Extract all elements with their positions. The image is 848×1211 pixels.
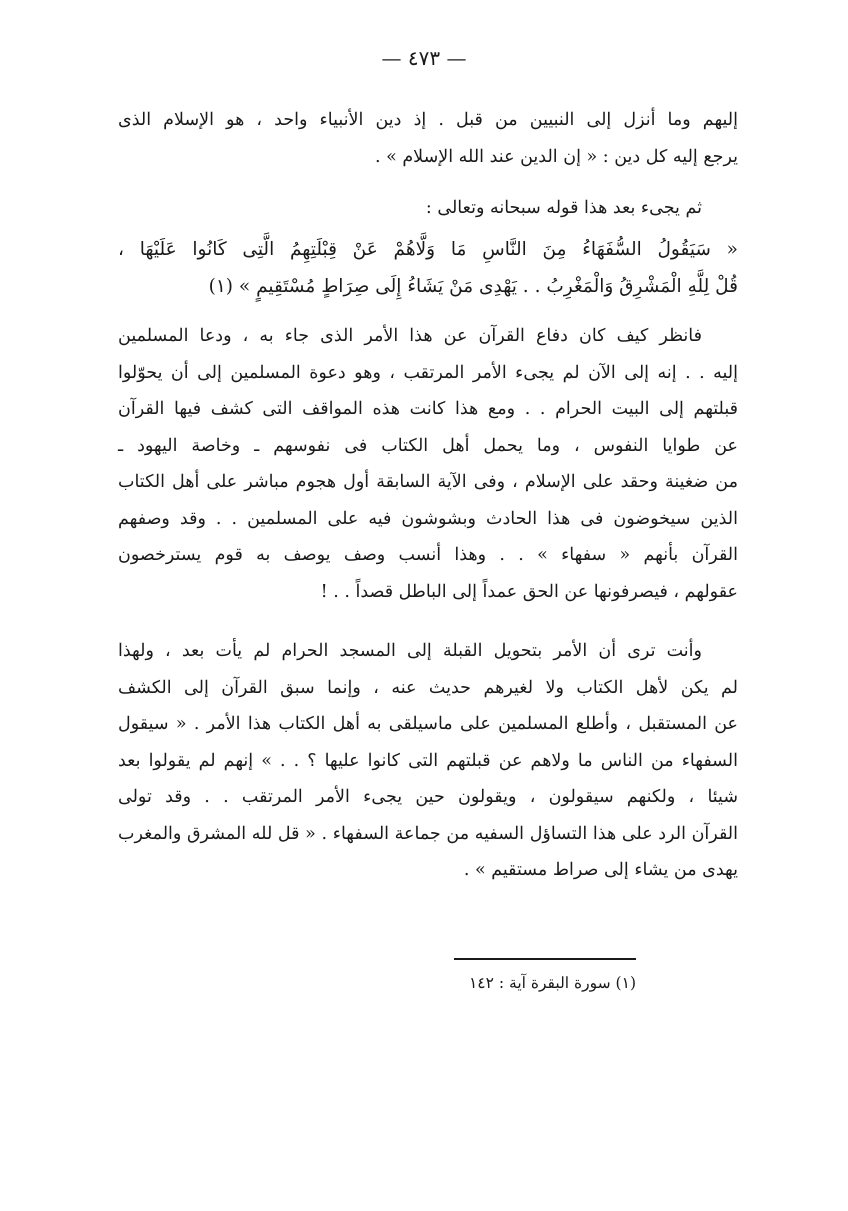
text-line: من ضغينة وحقد على الإسلام ، وفى الآية السابقة أول هجوم مباشر على أهل الكتاب xyxy=(118,472,738,492)
text-line: الذين سيخوضون فى هذا الحادث وبشوشون فيه على المسلمين . . وقد وصفهم xyxy=(118,508,738,529)
text-line: السفهاء من الناس ما ولاهم عن قبلتهم التى كانوا عليها ؟ . . » إنهم لم يقولوا بعد xyxy=(118,750,738,771)
footnote: (١) سورة البقرة آية : ١٤٢ xyxy=(468,974,636,992)
verse-intro xyxy=(118,190,738,227)
text-line: عقولهم ، فيصرفونها عن الحق عمداً إلى الباطل قصداً . . ! xyxy=(320,581,738,602)
paragraph-defense xyxy=(118,318,738,610)
text-line: وأنت ترى أن الأمر بتحويل القبلة إلى المسجد الحرام لم يأت بعد ، ولهذا xyxy=(118,641,702,661)
text-line: إليه . . إنه إلى الآن لم يجىء الأمر المرتقب ، وهو دعوة المسلمين إلى أن يحوّلوا xyxy=(118,362,738,383)
text-line: يرجع إليه كل دين : « إن الدين عند الله الإسلام » . xyxy=(374,146,738,167)
text-line: يهدى من يشاء إلى صراط مستقيم » . xyxy=(463,860,738,880)
paragraph-qibla xyxy=(118,633,738,889)
verse-line: قُلْ لِلَّهِ الْمَشْرِقُ وَالْمَغْرِبُ . . يَهْدِى مَنْ يَشَاءُ إِلَى صِرَاطٍ مُسْتَقِيمٍ » (١) xyxy=(208,275,738,297)
text-line: إليهم وما أنزل إلى النبيين من قبل . إذ دين الأنبياء واحد ، هو الإسلام الذى xyxy=(118,110,738,130)
text-line: شيئا ، ولكنهم سيقولون ، ويقولون حين يجىء الأمر المرتقب . . وقد تولى xyxy=(118,787,738,807)
verse-line: « سَيَقُولُ السُّفَهَاءُ مِنَ النَّاسِ مَا وَلَّاهُمْ عَنْ قِبْلَتِهِمُ الَّتِى كَانُوا عَلَيْهَا ، xyxy=(118,239,738,260)
text-line: قبلتهم إلى البيت الحرام . . ومع هذا كانت هذه المواقف التى كشف فيها القرآن xyxy=(118,399,738,419)
text-line: القرآن الرد على هذا التساؤل السفيه من جماعة السفهاء . « قل لله المشرق والمغرب xyxy=(118,823,738,844)
text-line: عن طوايا النفوس ، وما يحمل أهل الكتاب فى نفوسهم ـ وخاصة اليهود ـ xyxy=(118,435,738,456)
text-line: فانظر كيف كان دفاع القرآن عن هذا الأمر الذى جاء به ، ودعا المسلمين xyxy=(118,326,702,346)
text-line: لم يكن لأهل الكتاب ولا لغيرهم حديث عنه ، وإنما سبق القرآن إلى الكشف xyxy=(118,677,738,698)
text-line: ثم يجىء بعد هذا قوله سبحانه وتعالى : xyxy=(425,198,702,218)
footnote-divider xyxy=(454,958,636,960)
text-line: عن المستقبل ، وأطلع المسلمين على ماسيلقى به أهل الكتاب هذا الأمر . « سيقول xyxy=(118,714,738,734)
text-line: القرآن بأنهم « سفهاء » . . وهذا أنسب وصف يوصف به قوم يسترخصون xyxy=(118,545,738,565)
quran-verse xyxy=(118,232,738,305)
paragraph-continuation xyxy=(118,102,738,175)
page-number: — ٤٧٣ — xyxy=(381,46,467,70)
